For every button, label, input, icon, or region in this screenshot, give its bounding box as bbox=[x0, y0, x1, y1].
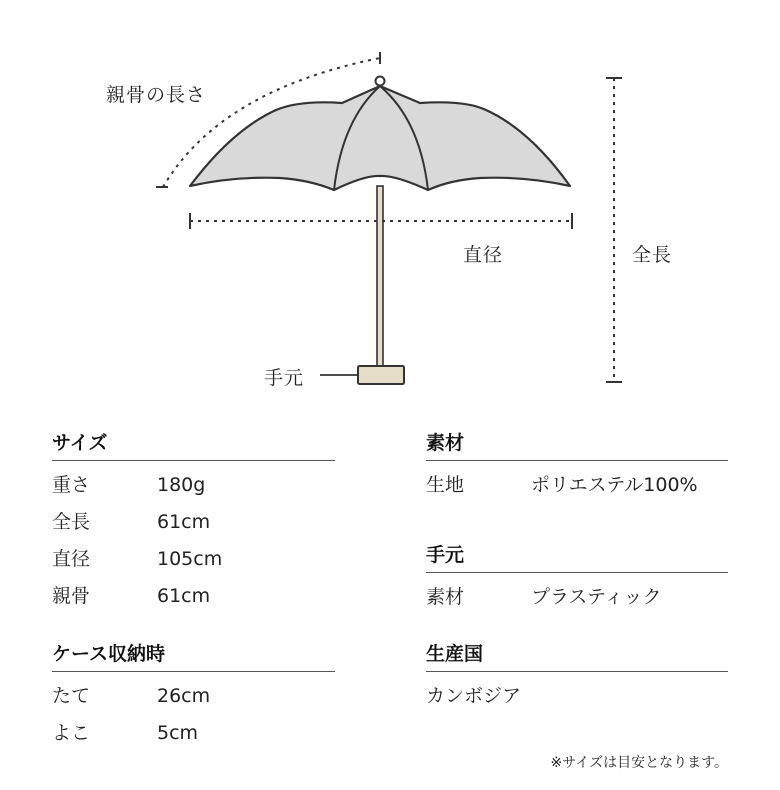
handle-section bbox=[426, 542, 728, 616]
origin-divider bbox=[426, 671, 728, 672]
spec-value: 26cm bbox=[157, 685, 211, 707]
spec-label: 直径 bbox=[52, 548, 91, 570]
spec-value: 61cm bbox=[157, 585, 211, 607]
spec-label: たて bbox=[52, 685, 91, 707]
origin-section bbox=[426, 641, 728, 715]
size-title: サイズ bbox=[52, 432, 108, 454]
handle-title: 手元 bbox=[426, 544, 465, 566]
total-length-label: 全長 bbox=[632, 244, 673, 266]
umbrella-tip bbox=[376, 77, 385, 86]
case-title: ケース収納時 bbox=[52, 643, 166, 665]
spec-label: 重さ bbox=[52, 474, 91, 496]
material-section bbox=[426, 430, 728, 504]
spec-row-diameter bbox=[52, 541, 335, 578]
spec-value: 105cm bbox=[157, 548, 223, 570]
spec-value: 5cm bbox=[157, 722, 199, 744]
spec-value: 180g bbox=[157, 474, 206, 496]
spec-label: よこ bbox=[52, 722, 91, 744]
spec-row-origin bbox=[426, 678, 728, 715]
material-title: 素材 bbox=[426, 432, 465, 454]
spec-row-rib bbox=[52, 578, 335, 615]
spec-value: 61cm bbox=[157, 511, 211, 533]
diameter-label: 直径 bbox=[463, 244, 504, 266]
spec-label: 素材 bbox=[426, 586, 465, 608]
origin-value: カンボジア bbox=[426, 685, 522, 707]
umbrella-handle bbox=[358, 366, 404, 384]
rib-length-label: 親骨の長さ bbox=[106, 84, 207, 106]
handle-divider bbox=[426, 572, 728, 573]
case-section bbox=[52, 641, 335, 752]
size-disclaimer: ※サイズは目安となります。 bbox=[550, 755, 728, 771]
spec-label: 全長 bbox=[52, 511, 91, 533]
handle-label: 手元 bbox=[264, 367, 305, 389]
spec-value: プラスティック bbox=[531, 586, 662, 608]
size-divider bbox=[52, 460, 335, 461]
umbrella-canopy bbox=[190, 86, 570, 190]
spec-row-fabric bbox=[426, 467, 728, 504]
spec-row-weight bbox=[52, 467, 335, 504]
spec-label: 親骨 bbox=[52, 585, 91, 607]
case-divider bbox=[52, 671, 335, 672]
origin-title: 生産国 bbox=[426, 643, 484, 665]
spec-label: 生地 bbox=[426, 474, 465, 496]
spec-row-total-length bbox=[52, 504, 335, 541]
spec-row-height bbox=[52, 678, 335, 715]
size-section bbox=[52, 430, 335, 615]
material-divider bbox=[426, 460, 728, 461]
spec-row-handle-material bbox=[426, 579, 728, 616]
spec-row-width bbox=[52, 715, 335, 752]
spec-value: ポリエステル100% bbox=[531, 474, 698, 496]
umbrella-shaft bbox=[377, 186, 383, 366]
